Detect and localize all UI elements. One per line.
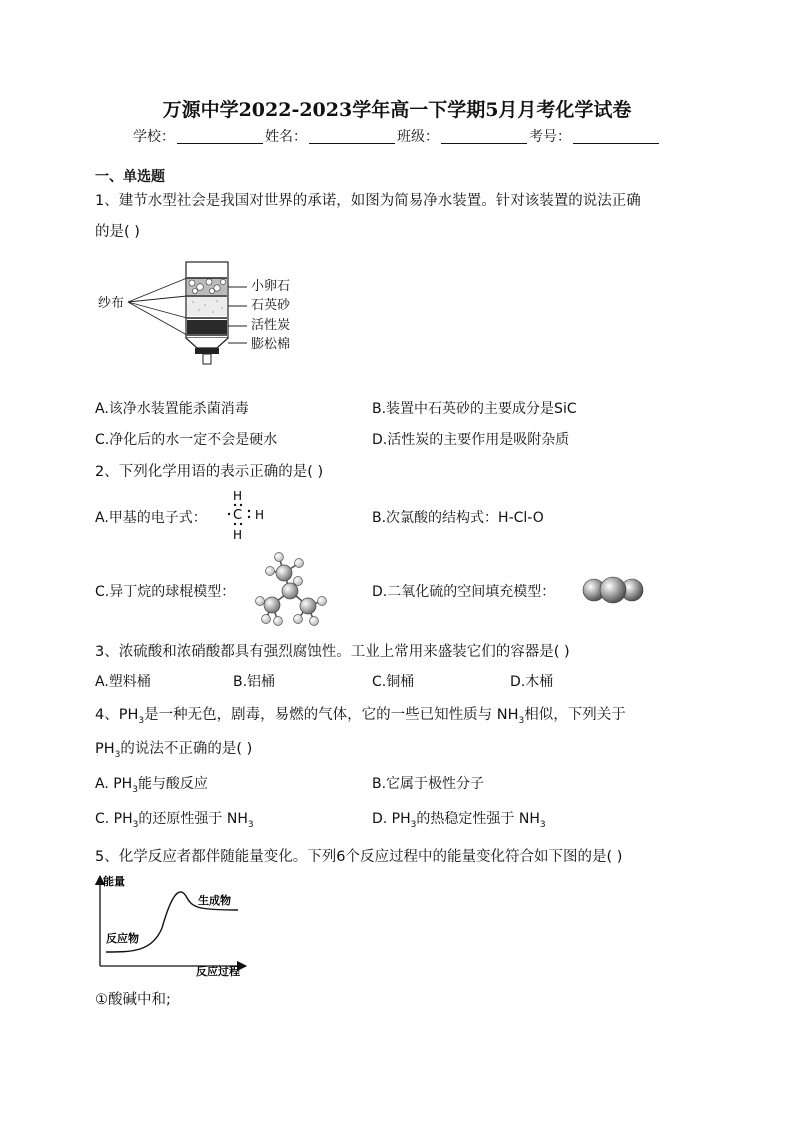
q1-text-line1: 1、建节水型社会是我国对世界的承诺，如图为简易净水装置。针对该装置的说法正确 <box>95 193 641 209</box>
methyl-h-bottom: H <box>233 528 243 542</box>
q4-d-text-mid: 的热稳定性强于 NH <box>416 811 540 827</box>
outlet-tube <box>203 354 211 364</box>
q3-option-d[interactable]: D.木桶 <box>510 674 554 690</box>
methyl-c: C <box>233 508 243 523</box>
class-blank[interactable] <box>441 128 527 144</box>
q4-sub: 3 <box>138 715 145 726</box>
number-label: 考号： <box>529 129 571 145</box>
layer-pointer-lines <box>228 287 247 343</box>
q4-sub: 3 <box>114 749 121 760</box>
bottle-cap <box>195 348 219 354</box>
q4-a-text: A. PH <box>95 776 133 792</box>
isobutane-ball-stick-model <box>252 549 352 629</box>
methyl-h-right: H <box>255 508 265 522</box>
q1-option-c[interactable]: C.净化后的水一定不会是硬水 <box>95 432 278 448</box>
q4-sub: 3 <box>132 784 138 795</box>
q4-option-b[interactable]: B.它属于极性分子 <box>372 776 485 792</box>
gauze-label: 纱布 <box>98 296 125 311</box>
q1-option-d[interactable]: D.活性炭的主要作用是吸附杂质 <box>372 432 570 448</box>
q4-a-text-post: 能与酸反应 <box>137 776 208 792</box>
q5-text: 5、化学反应者都伴随能量变化。下列6个反应过程中的能量变化符合如下图的是( ) <box>95 849 623 865</box>
exam-title: 万源中学2022-2023学年高一下学期5月月考化学试卷 <box>162 99 632 121</box>
so2-space-filling-model <box>580 576 650 604</box>
student-info-line <box>0 126 794 146</box>
q4-sub: 3 <box>247 819 254 830</box>
q4-option-c[interactable] <box>95 808 254 830</box>
q2-text: 2、下列化学用语的表示正确的是( ) <box>95 464 324 480</box>
bottle-neck <box>186 338 228 348</box>
q4-c-text: C. PH <box>95 811 133 827</box>
section-title: 一、单选题 <box>95 169 165 185</box>
quartz-sand-label: 石英砂 <box>251 298 291 313</box>
q4-c-text-mid: 的还原性强于 NH <box>138 811 248 827</box>
school-blank[interactable] <box>177 128 263 144</box>
q2-option-a[interactable]: A.甲基的电子式： <box>95 510 207 526</box>
q4-ph-text: 4、PH <box>95 707 139 723</box>
q2-option-b[interactable]: B.次氯酸的结构式：H-Cl-O <box>372 510 544 526</box>
number-blank[interactable] <box>573 128 659 144</box>
q4-option-a[interactable] <box>95 773 208 795</box>
q4-sub: 3 <box>132 819 139 830</box>
q1-option-a[interactable]: A.该净水装置能杀菌消毒 <box>95 401 249 417</box>
q4-d-text: D. PH <box>372 811 411 827</box>
product-label: 生成物 <box>198 894 231 907</box>
water-filter-figure <box>95 258 325 373</box>
q4-text-line2 <box>95 737 252 760</box>
q1-option-b[interactable]: B.装置中石英砂的主要成分是SiC <box>372 401 577 417</box>
methyl-h-top: H <box>233 489 243 503</box>
school-label: 学校： <box>133 129 175 145</box>
energy-diagram <box>92 870 252 978</box>
q4-sub: 3 <box>539 819 546 830</box>
quartz-sand-layer <box>187 297 227 316</box>
q4-mid-text: 是一种无色，剧毒，易燃的气体，它的一些已知性质与 NH <box>144 707 519 723</box>
sulfur-atom <box>600 577 626 603</box>
name-blank[interactable] <box>309 128 395 144</box>
activated-carbon-label: 活性炭 <box>251 318 291 333</box>
name-label: 姓名： <box>265 129 307 145</box>
energy-x-label: 反应过程 <box>196 965 240 978</box>
energy-y-label: 能量 <box>103 875 125 888</box>
q1-text-line2: 的是( ) <box>95 224 140 240</box>
q5-item-1: ①酸碱中和; <box>95 992 171 1008</box>
q4-post-text: 的说法不正确的是( ) <box>120 741 253 757</box>
reactant-label: 反应物 <box>106 932 139 945</box>
activated-carbon-layer <box>187 320 227 334</box>
q4-post-text: 相似，下列关于 <box>524 707 626 723</box>
q3-option-a[interactable]: A.塑料桶 <box>95 674 151 690</box>
q3-option-c[interactable]: C.铜桶 <box>372 674 415 690</box>
q3-text: 3、浓硫酸和浓硝酸都具有强烈腐蚀性。工业上常用来盛装它们的容器是( ) <box>95 644 570 660</box>
q4-ph-text: PH <box>95 741 115 757</box>
q4-sub: 3 <box>518 715 525 726</box>
gravel-label: 小卵石 <box>251 279 291 294</box>
q2-option-c[interactable]: C.异丁烷的球棍模型： <box>95 584 236 600</box>
gauze-pointer-lines <box>128 278 187 335</box>
q4-sub: 3 <box>410 819 417 830</box>
q3-option-b[interactable]: B.铝桶 <box>233 674 276 690</box>
class-label: 班级： <box>397 129 439 145</box>
q4-text-line1 <box>95 703 626 726</box>
q4-option-d[interactable] <box>372 808 546 830</box>
cotton-label: 膨松棉 <box>251 337 291 352</box>
q2-option-d[interactable]: D.二氧化硫的空间填充模型： <box>372 584 556 600</box>
methyl-electron-formula <box>228 488 274 544</box>
